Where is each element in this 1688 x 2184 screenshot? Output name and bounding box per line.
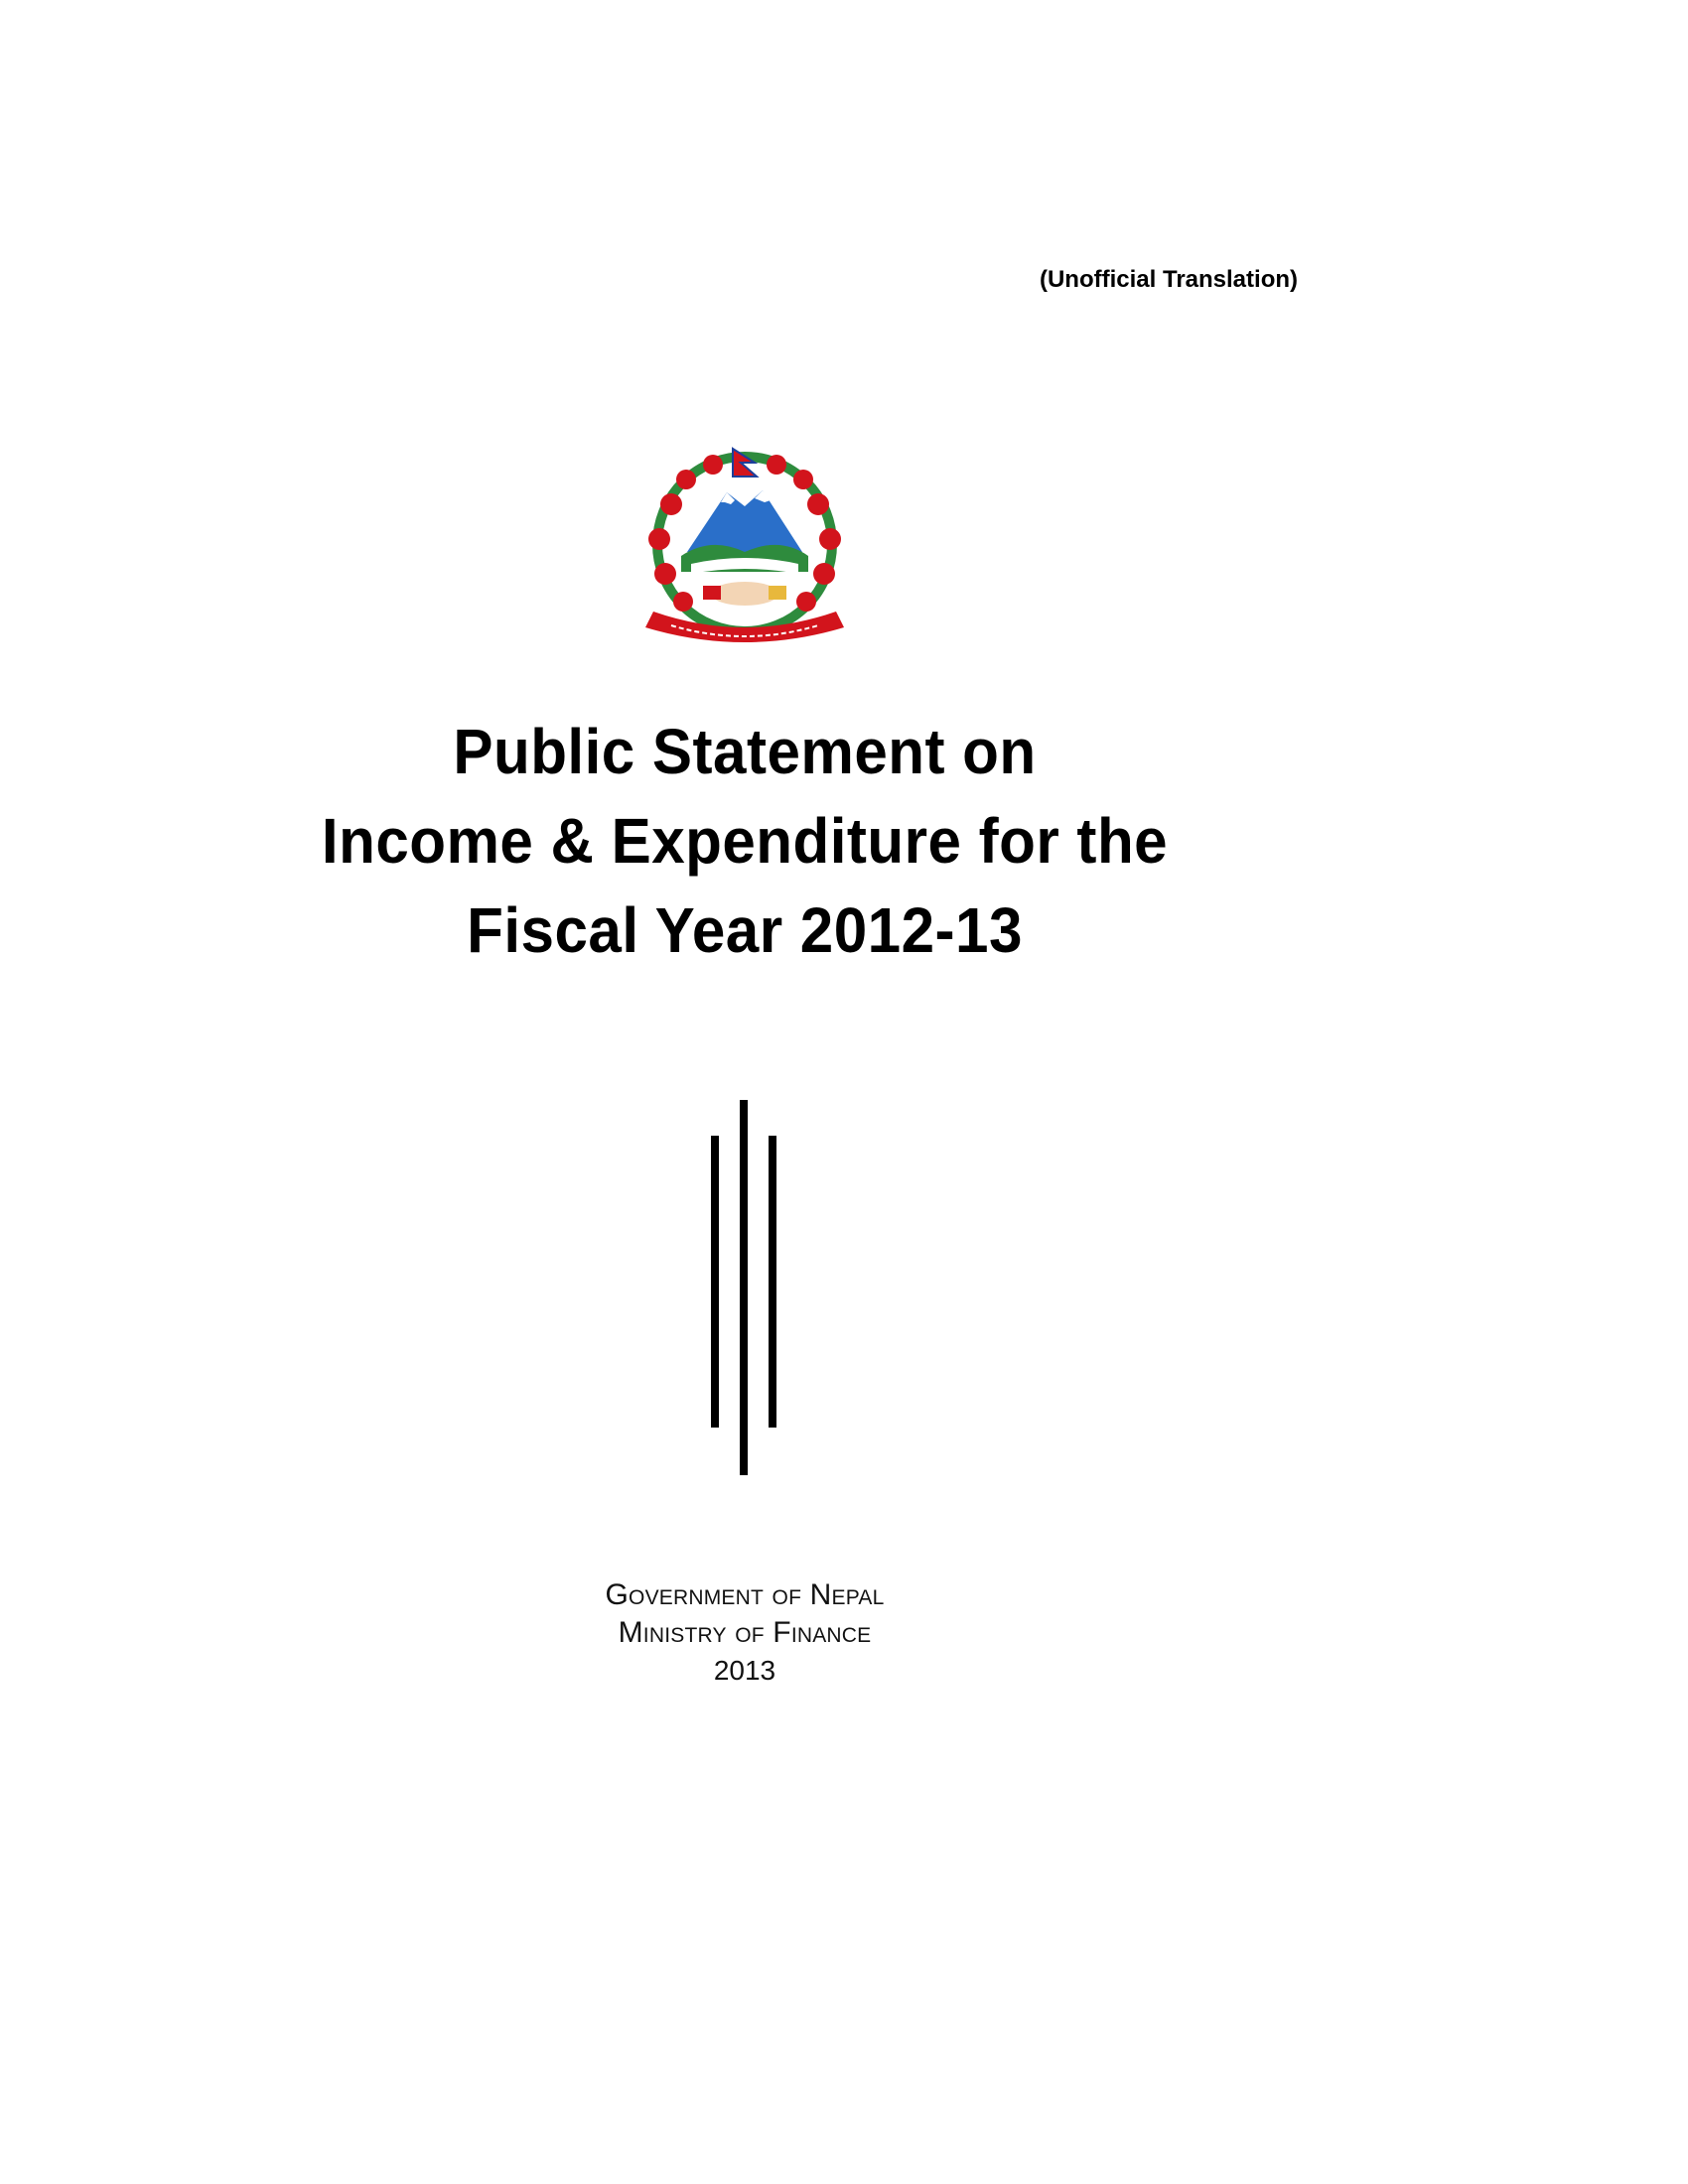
government-name: Government of Nepal	[605, 1578, 885, 1611]
ministry-name: Ministry of Finance	[618, 1616, 872, 1649]
ornament-bar-left	[711, 1136, 719, 1428]
handshake-icon	[711, 582, 778, 606]
ornament-bar-right	[769, 1136, 776, 1428]
vertical-bars-ornament-icon	[711, 1100, 782, 1477]
publication-year: 2013	[713, 1655, 776, 1686]
nepal-coat-of-arms-icon	[632, 445, 858, 645]
title-line-2: Income & Expenditure for the	[321, 805, 1169, 877]
mountain-icon	[687, 490, 802, 552]
ornament-bar-center	[740, 1100, 748, 1475]
title-line-1: Public Statement on	[453, 716, 1037, 787]
translation-note: (Unofficial Translation)	[1039, 266, 1298, 293]
document-title	[45, 707, 1445, 975]
publisher-block	[0, 1576, 1489, 1690]
title-line-3: Fiscal Year 2012-13	[467, 894, 1023, 966]
